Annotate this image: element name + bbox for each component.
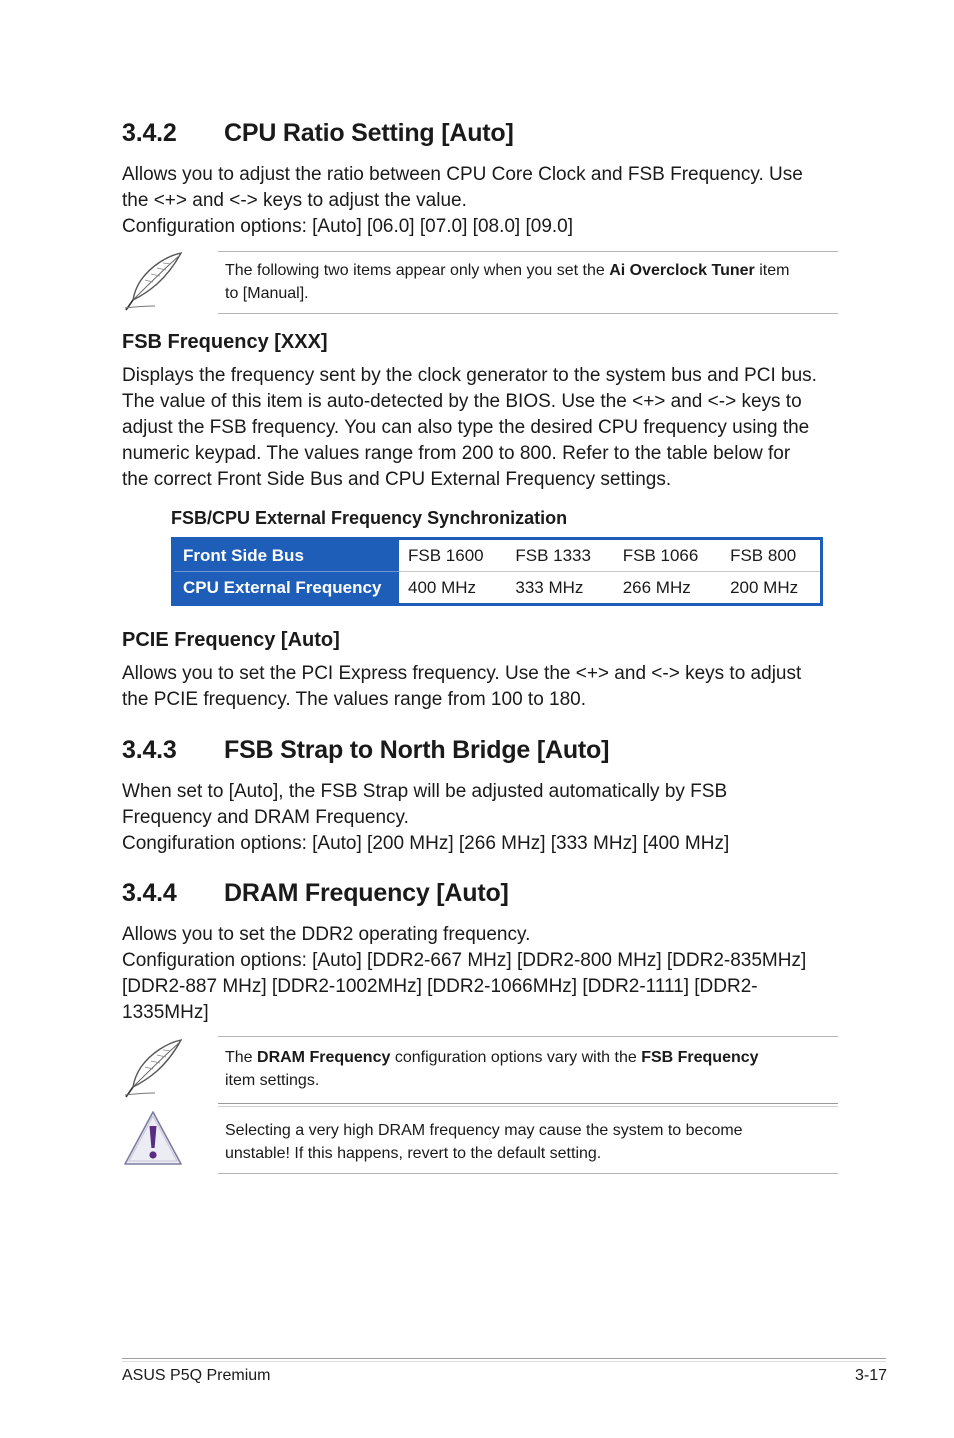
feather-pen-note-icon [123, 250, 185, 312]
section-344-title: DRAM Frequency [Auto] [224, 879, 509, 907]
note-1-line2: to [Manual]. [225, 285, 309, 302]
body-line: The value of this item is auto-detected by the BIOS. Use the <+> and <-> keys to [122, 391, 802, 412]
note-2-t2: configuration options vary with the [390, 1049, 642, 1066]
section-342-number: 3.4.2 [122, 119, 177, 147]
body-line: Frequency and DRAM Frequency. [122, 807, 409, 828]
section-342-body [122, 162, 842, 240]
section-343-heading [122, 736, 609, 765]
body-line: the correct Front Side Bus and CPU External Frequency settings. [122, 469, 672, 490]
table-caption: FSB/CPU External Frequency Synchronization [171, 508, 568, 528]
table-row [173, 539, 822, 572]
table-cell: 266 MHz [622, 577, 691, 597]
section-342-heading [122, 119, 514, 148]
section-342-title: CPU Ratio Setting [Auto] [224, 119, 514, 147]
table-cell: 200 MHz [730, 577, 799, 597]
table-cell: 333 MHz [515, 577, 584, 597]
note-1-text [225, 259, 837, 305]
body-line: the PCIE frequency. The values range from 100 to 180. [122, 689, 587, 710]
section-343-body [122, 779, 842, 857]
note-2-t1: The [225, 1049, 258, 1066]
body-line: the <+> and <-> keys to adjust the value. [122, 190, 467, 211]
body-line: Configuration options: [Auto] [DDR2-667 MHz] [DDR2-800 MHz] [DDR2-835MHz] [122, 950, 807, 971]
warning-bottom-rule [218, 1173, 838, 1174]
note-2-b1: DRAM Frequency [257, 1049, 391, 1066]
warning-triangle-icon [122, 1108, 184, 1170]
body-line: adjust the FSB frequency. You can also type the desired CPU frequency using the [122, 417, 810, 438]
pcie-frequency-body [122, 661, 842, 713]
body-line: Congifuration options: [Auto] [200 MHz] [266 MHz] [333 MHz] [400 MHz] [122, 833, 730, 854]
table-row [173, 572, 822, 605]
warning-line2: unstable! If this happens, revert to the default setting. [225, 1145, 602, 1162]
section-344-heading [122, 879, 509, 908]
section-343-title: FSB Strap to North Bridge [Auto] [224, 736, 610, 764]
pcie-frequency-heading: PCIE Frequency [Auto] [122, 629, 340, 651]
footer-page-number: 3-17 [854, 1367, 887, 1384]
warning-line1: Selecting a very high DRAM frequency may cause the system to become [225, 1122, 743, 1139]
note-divider-rule [218, 1103, 838, 1107]
body-line: Allows you to set the DDR2 operating frequency. [122, 924, 531, 945]
note-top-rule [218, 1036, 838, 1037]
fsb-frequency-body [122, 363, 842, 493]
row-header: Front Side Bus [173, 539, 400, 572]
note-top-rule [218, 251, 838, 252]
table-cell: 400 MHz [408, 577, 477, 597]
footer-product-name: ASUS P5Q Premium [122, 1367, 271, 1384]
fsb-frequency-heading: FSB Frequency [XXX] [122, 331, 328, 353]
body-line: Displays the frequency sent by the clock generator to the system bus and PCI bus. [122, 365, 817, 386]
note-1-pre: The following two items appear only when you set the [225, 262, 610, 279]
note-2-line2: item settings. [225, 1072, 320, 1089]
note-1-bold: Ai Overclock Tuner [609, 262, 755, 279]
warning-text [225, 1119, 837, 1165]
table-cell: FSB 1600 [399, 539, 506, 572]
table-cell: FSB 1333 [506, 539, 613, 572]
section-344-body [122, 922, 842, 1026]
body-line: numeric keypad. The values range from 200 to 800. Refer to the table below for [122, 443, 791, 464]
table-cell: FSB 1066 [614, 539, 721, 572]
note-2-b2: FSB Frequency [641, 1049, 759, 1066]
footer-rule [122, 1358, 886, 1362]
body-line: When set to [Auto], the FSB Strap will be adjusted automatically by FSB [122, 781, 728, 802]
feather-pen-note-icon [123, 1037, 185, 1099]
body-line: Allows you to adjust the ratio between CPU Core Clock and FSB Frequency. Use [122, 164, 803, 185]
body-line: Configuration options: [Auto] [06.0] [07.0] [08.0] [09.0] [122, 216, 574, 237]
fsb-cpu-frequency-table [171, 537, 823, 606]
row-header: CPU External Frequency [173, 572, 400, 605]
note-1-post: item [754, 262, 790, 279]
section-343-number: 3.4.3 [122, 736, 177, 764]
note-bottom-rule [218, 313, 838, 314]
section-344-number: 3.4.4 [122, 879, 177, 907]
body-line: [DDR2-887 MHz] [DDR2-1002MHz] [DDR2-1066MHz] [DDR2-1111] [DDR2- [122, 976, 758, 997]
note-2-text [225, 1046, 837, 1092]
body-line: 1335MHz] [122, 1002, 209, 1023]
body-line: Allows you to set the PCI Express frequency. Use the <+> and <-> keys to adjust [122, 663, 802, 684]
table-cell: FSB 800 [721, 539, 821, 572]
